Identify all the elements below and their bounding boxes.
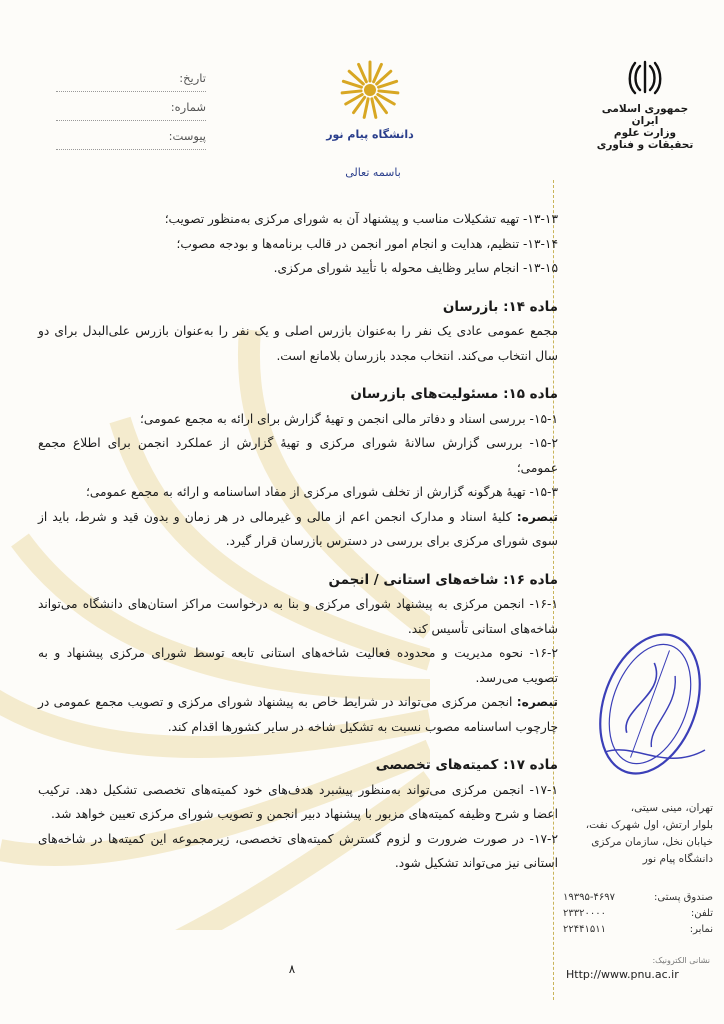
number-label: شماره:: [167, 100, 206, 114]
contact-numbers: [563, 890, 713, 938]
email-label: نشانی الکترونیک:: [652, 956, 710, 965]
attachment-field: [56, 126, 206, 150]
item-17-1: ۱۷-۱- انجمن مرکزی می‌تواند به‌منظور پیشبرد هدف‌های خود کمیته‌های تخصصی تشکیل دهد. ترکیب اعضا و شرح وظیفه کمیته‌های مزبور با پیشنهاد دبیر انجمن و تصویب شورای مرکزی تعیین خواهد شد.: [38, 782, 558, 821]
item-13-14: ۱۳-۱۴- تنظیم، هدایت و انجام امور انجمن در قالب برنامه‌ها و بودجه مصوب؛: [176, 236, 558, 251]
note-text: کلیهٔ اسناد و مدارک انجمن اعم از مالی و غیرمالی در هر زمان و بدون قید و شرط، باید از سوی شورای مرکزی برای بررسی در دسترس بازرسان قرار گیرد.: [38, 509, 558, 548]
fax-value: ۲۲۴۴۱۵۱۱: [563, 924, 606, 935]
gov-line-2: وزارت علوم تحقیقات و فناوری: [596, 127, 694, 151]
note-text: انجمن مرکزی می‌تواند در شرایط خاص به پیشنهاد شورای مرکزی و تصویب مجمع عمومی در چارچوب اساسنامه مصوب نسبت به تشکیل شاخه در سایر کشورها اقدام کند.: [38, 695, 558, 734]
article-15-note: [38, 505, 558, 554]
item-16-1: ۱۶-۱- انجمن مرکزی به پیشنهاد شورای مرکزی و بنا به درخواست مراکز استان‌های دانشگاه می‌تواند شاخه‌های استانی تأسیس کند.: [38, 597, 558, 636]
university-logo: [325, 58, 415, 141]
phone-row: [563, 906, 713, 922]
fax-row: [563, 922, 713, 938]
document-meta: [56, 68, 206, 155]
postbox-value: ۱۹۳۹۵-۴۶۹۷: [563, 892, 615, 903]
article-17-title: ماده ۱۷: کمیته‌های تخصصی: [375, 757, 558, 773]
date-field: [56, 68, 206, 92]
address-line: تهران، مینی سیتی،: [630, 802, 713, 814]
item-17-2: ۱۷-۲- در صورت ضرورت و لزوم گسترش کمیته‌های تخصصی، زیرمجموعه این کمیته‌ها در شاخه‌های استانی نیز می‌تواند تشکیل شود.: [38, 831, 558, 870]
website-link[interactable]: Http://www.pnu.ac.ir: [566, 968, 679, 981]
university-name: دانشگاه پیام نور: [326, 128, 414, 141]
address-block: [563, 800, 713, 868]
attachment-label: پیوست:: [165, 129, 206, 143]
note-label: تبصره:: [516, 695, 558, 709]
article-14-title: ماده ۱۴: بازرسان: [442, 298, 558, 315]
address-line: بلوار ارتش، اول شهرک نفت،: [585, 819, 713, 831]
item-15-1: ۱۵-۱- بررسی اسناد و دفاتر مالی انجمن و تهیهٔ گزارش برای ارائه به مجمع عمومی؛: [140, 411, 558, 426]
phone-label: تلفن:: [690, 908, 713, 919]
gov-line-1: جمهوری اسلامی ایران: [601, 103, 689, 127]
postbox-label: صندوق پستی:: [654, 892, 713, 903]
sunburst-icon: [338, 58, 402, 122]
address-line: خیابان نخل، سازمان مرکزی: [591, 836, 713, 848]
item-13-15: ۱۳-۱۵- انجام سایر وظایف محوله با تأیید شورای مرکزی.: [273, 261, 558, 275]
item-13-13: ۱۳-۱۳- تهیه تشکیلات مناسب و پیشنهاد آن به شورای مرکزی به‌منظور تصویب؛: [164, 212, 558, 226]
item-15-3: ۱۵-۳- تهیهٔ هرگونه گزارش از تخلف شورای مرکزی از مفاد اساسنامه و ارائه به مجمع عمومی؛: [85, 485, 558, 499]
article-16-title: ماده ۱۶: شاخه‌های استانی / انجمن: [328, 571, 558, 588]
official-stamp: [575, 622, 724, 787]
bismillah: باسمه تعالی: [345, 166, 401, 179]
date-label: تاریخ:: [175, 71, 206, 85]
document-body: [38, 207, 558, 876]
page-number: ۸: [288, 962, 296, 976]
postbox-row: [563, 890, 713, 906]
item-15-2: ۱۵-۲- بررسی گزارش سالانهٔ شورای مرکزی و تهیهٔ گزارش از عملکرد انجمن برای اطلاع مجمع عمومی؛: [38, 436, 558, 475]
article-16-note: [38, 690, 558, 739]
article-15-title: ماده ۱۵: مسئولیت‌های بازرسان: [350, 386, 558, 402]
address-line: دانشگاه پیام نور: [642, 853, 713, 865]
note-label: تبصره:: [516, 509, 558, 524]
phone-value: ۲۳۳۲۰۰۰۰: [563, 908, 606, 919]
iran-emblem-icon: [628, 58, 662, 96]
number-field: [56, 97, 206, 121]
article-14-text: مجمع عمومی عادی یک نفر را به‌عنوان بازرس اصلی و یک نفر را به‌عنوان بازرس علی‌البدل برای دو سال انتخاب می‌کند. انتخاب مجدد بازرسان بلامانع است.: [38, 324, 558, 363]
fax-label: نمابر:: [689, 924, 713, 935]
item-16-2: ۱۶-۲- نحوه مدیریت و محدوده فعالیت شاخه‌های استانی تابعه توسط شورای مرکزی پیشنهاد و به تصویب می‌رسد.: [38, 646, 558, 685]
government-emblem-block: [590, 58, 700, 151]
